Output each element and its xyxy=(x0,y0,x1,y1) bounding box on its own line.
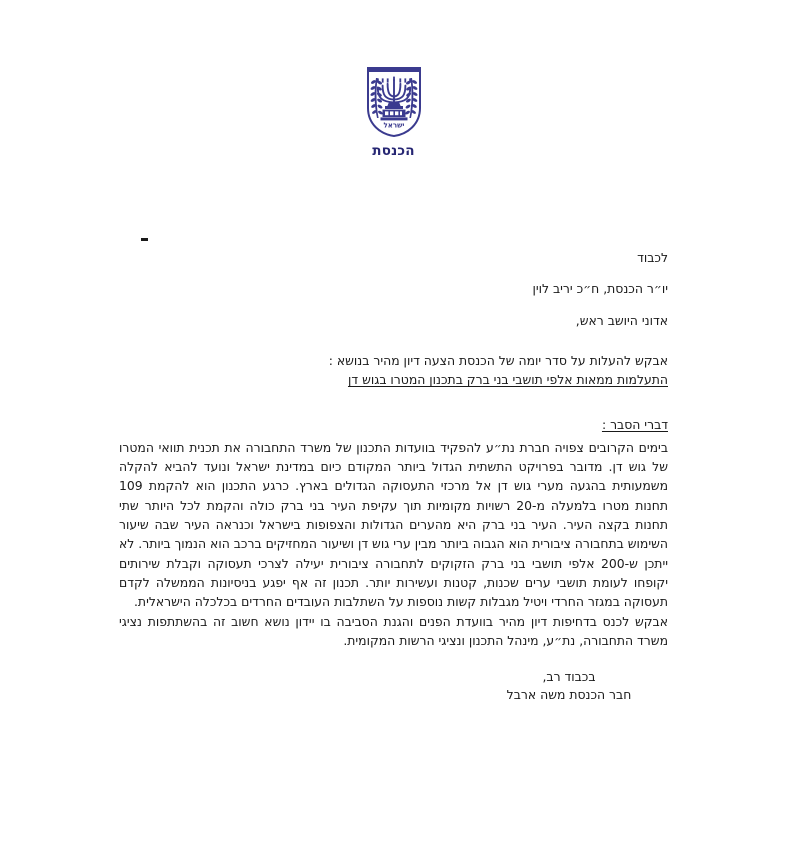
signature-name: חבר הכנסת משה ארבל xyxy=(506,686,632,702)
explanation-section xyxy=(119,390,668,651)
signature-closing: בכבוד רב, xyxy=(542,669,596,684)
salutation-label: לכבוד xyxy=(637,250,668,265)
letter-body xyxy=(119,252,668,650)
explanation-heading: דברי הסבר : xyxy=(601,416,668,432)
greeting-line: אדוני היושב ראש, xyxy=(575,312,668,328)
signature-block xyxy=(0,668,787,704)
letterhead-caption: הכנסת xyxy=(372,143,415,159)
israel-state-emblem-menorah-icon xyxy=(365,66,423,138)
emblem-inscription: ישראל xyxy=(383,121,404,130)
addressee-block xyxy=(119,252,668,327)
letterhead xyxy=(0,66,787,159)
explanation-paragraph: אבקש לכנס בדחיפות דיון מהיר בוועדת הפנים והגנת הסביבה בו יידון נושא חשוב זה בהשתתפות נציגי משרד התחבורה, נת״ע, מינהל התכנון ונציגי הרשות המקומית. xyxy=(119,613,668,649)
explanation-paragraph: בימים הקרובים צפויה חברת נת״ע להפקיד בוועדות התכנון של משרד התחבורה את תכנית תוואי המטרו של גוש דן. מדובר בפרויקט התשתית הגדול ביותר המקודם כיום במדינת ישראל ונועד להביא להקלה משמעותית בהגעה מערי גוש דן אל מרכזי התעסוקה הגדולים בארץ. כרגע התכנון הוא להקמת 109 תחנות מטרו בלמעלה מ-20 רשויות מקומיות תוך עקיפת העיר בני ברק כולה והקמת לכל היותר שתי תחנות בקצה העיר. העיר בני ברק היא מהערים הגדולות והצפופות בישראל וכנראה העיר שבה שיעור השימוש בתחבורה ציבורית הוא הגבוה ביותר מבין ערי גוש דן ושיעור המחזיקים ברכב הוא הנמוך ביותר. לא ייתכן ש-200 אלפי תושבי בני ברק הזקוקים לתחבורה ציבורית יעילה לצרכי תעסוקה וקבלת שירותים יקופחו לעומת תושבי ערים שכנות, קטנות ועשירות יותר. תכנון זה אף יפגע בניסיונות הממשלה לקדם תעסוקה במגזר החרדי ויטיל מגבלות קשות נוספות על השתלבות העובדים החרדים בכלכלה הישראלית. xyxy=(119,439,668,610)
recipient-title: יו״ר הכנסת, ח״כ יריב לוין xyxy=(532,281,668,297)
request-text: אבקש להעלות על סדר יומה של הכנסת הצעה דיון מהיר בנושא : xyxy=(328,353,668,369)
request-block xyxy=(119,351,668,389)
scan-artifact-mark xyxy=(141,238,148,241)
explanation-body xyxy=(119,438,668,651)
subject-text: התעלמות ממאות אלפי תושבי בני ברק בתכנון המטרו בגוש דן xyxy=(347,372,668,388)
